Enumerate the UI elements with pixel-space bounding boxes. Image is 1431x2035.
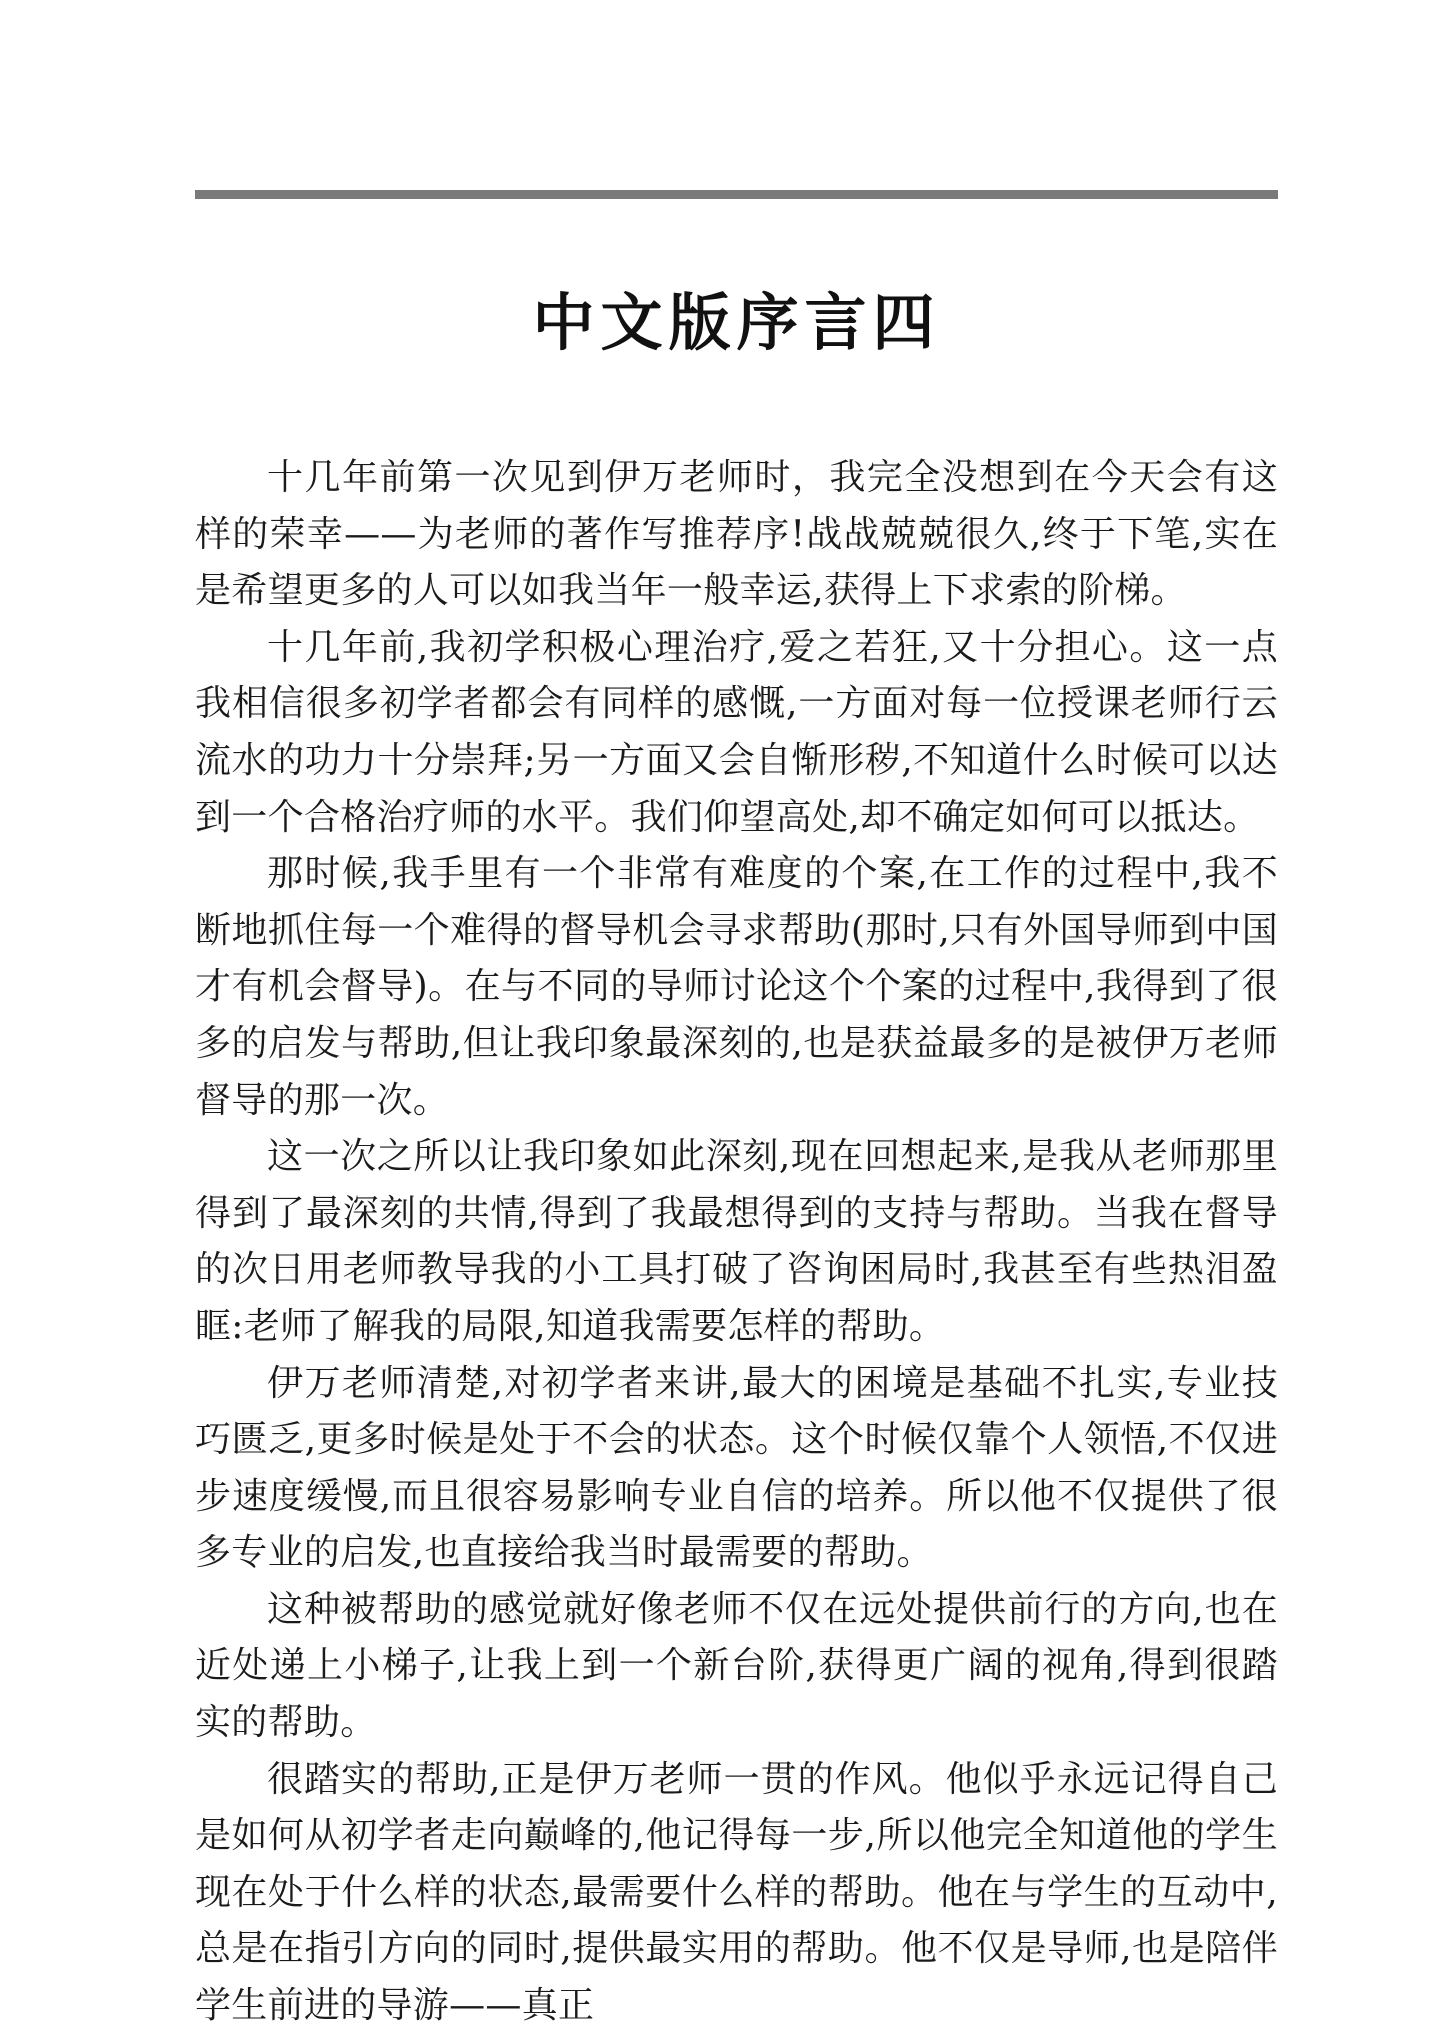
paragraph-5: 伊万老师清楚,对初学者来讲,最大的困境是基础不扎实,专业技巧匮乏,更多时候是处于不会的状态。这个时候仅靠个人领悟,不仅进步速度缓慢,而且很容易影响专业自信的培养。所以他不仅提供了很多专业的启发,也直接给我当时最需要的帮助。 bbox=[195, 1362, 1278, 1574]
paragraph-1: 十几年前第一次见到伊万老师时，我完全没想到在今天会有这样的荣幸——为老师的著作写推荐序!战战兢兢很久,终于下笔,实在是希望更多的人可以如我当年一般幸运,获得上下求索的阶梯。 bbox=[195, 457, 1278, 612]
paragraph-4: 这一次之所以让我印象如此深刻,现在回想起来,是我从老师那里得到了最深刻的共情,得到了我最想得到的支持与帮助。当我在督导的次日用老师教导我的小工具打破了咨询困局时,我甚至有些热泪盈眶:老师了解我的局限,知道我需要怎样的帮助。 bbox=[195, 1136, 1278, 1347]
header-rule bbox=[195, 190, 1278, 199]
body-text bbox=[195, 450, 1278, 2035]
paragraph-3: 那时候,我手里有一个非常有难度的个案,在工作的过程中,我不断地抓住每一个难得的督导机会寻求帮助(那时,只有外国导师到中国才有机会督导)。在与不同的导师讨论这个个案的过程中,我得到了很多的启发与帮助,但让我印象最深刻的,也是获益最多的是被伊万老师督导的那一次。 bbox=[195, 853, 1278, 1121]
paragraph-2: 十几年前,我初学积极心理治疗,爱之若狂,又十分担心。这一点我相信很多初学者都会有同样的感慨,一方面对每一位授课老师行云流水的功力十分崇拜;另一方面又会自惭形秽,不知道什么时候可以达到一个合格治疗师的水平。我们仰望高处,却不确定如何可以抵达。 bbox=[195, 626, 1278, 838]
paragraph-7: 很踏实的帮助,正是伊万老师一贯的作风。他似乎永远记得自己是如何从初学者走向巅峰的,他记得每一步,所以他完全知道他的学生现在处于什么样的状态,最需要什么样的帮助。他在与学生的互动中,总是在指引方向的同时,提供最实用的帮助。他不仅是导师,也是陪伴学生前进的导游——真正 bbox=[195, 1758, 1278, 2027]
page-title: 中文版序言四 bbox=[532, 286, 941, 359]
paragraph-6: 这种被帮助的感觉就好像老师不仅在远处提供前行的方向,也在近处递上小梯子,让我上到一个新台阶,获得更广阔的视角,得到很踏实的帮助。 bbox=[195, 1588, 1278, 1744]
